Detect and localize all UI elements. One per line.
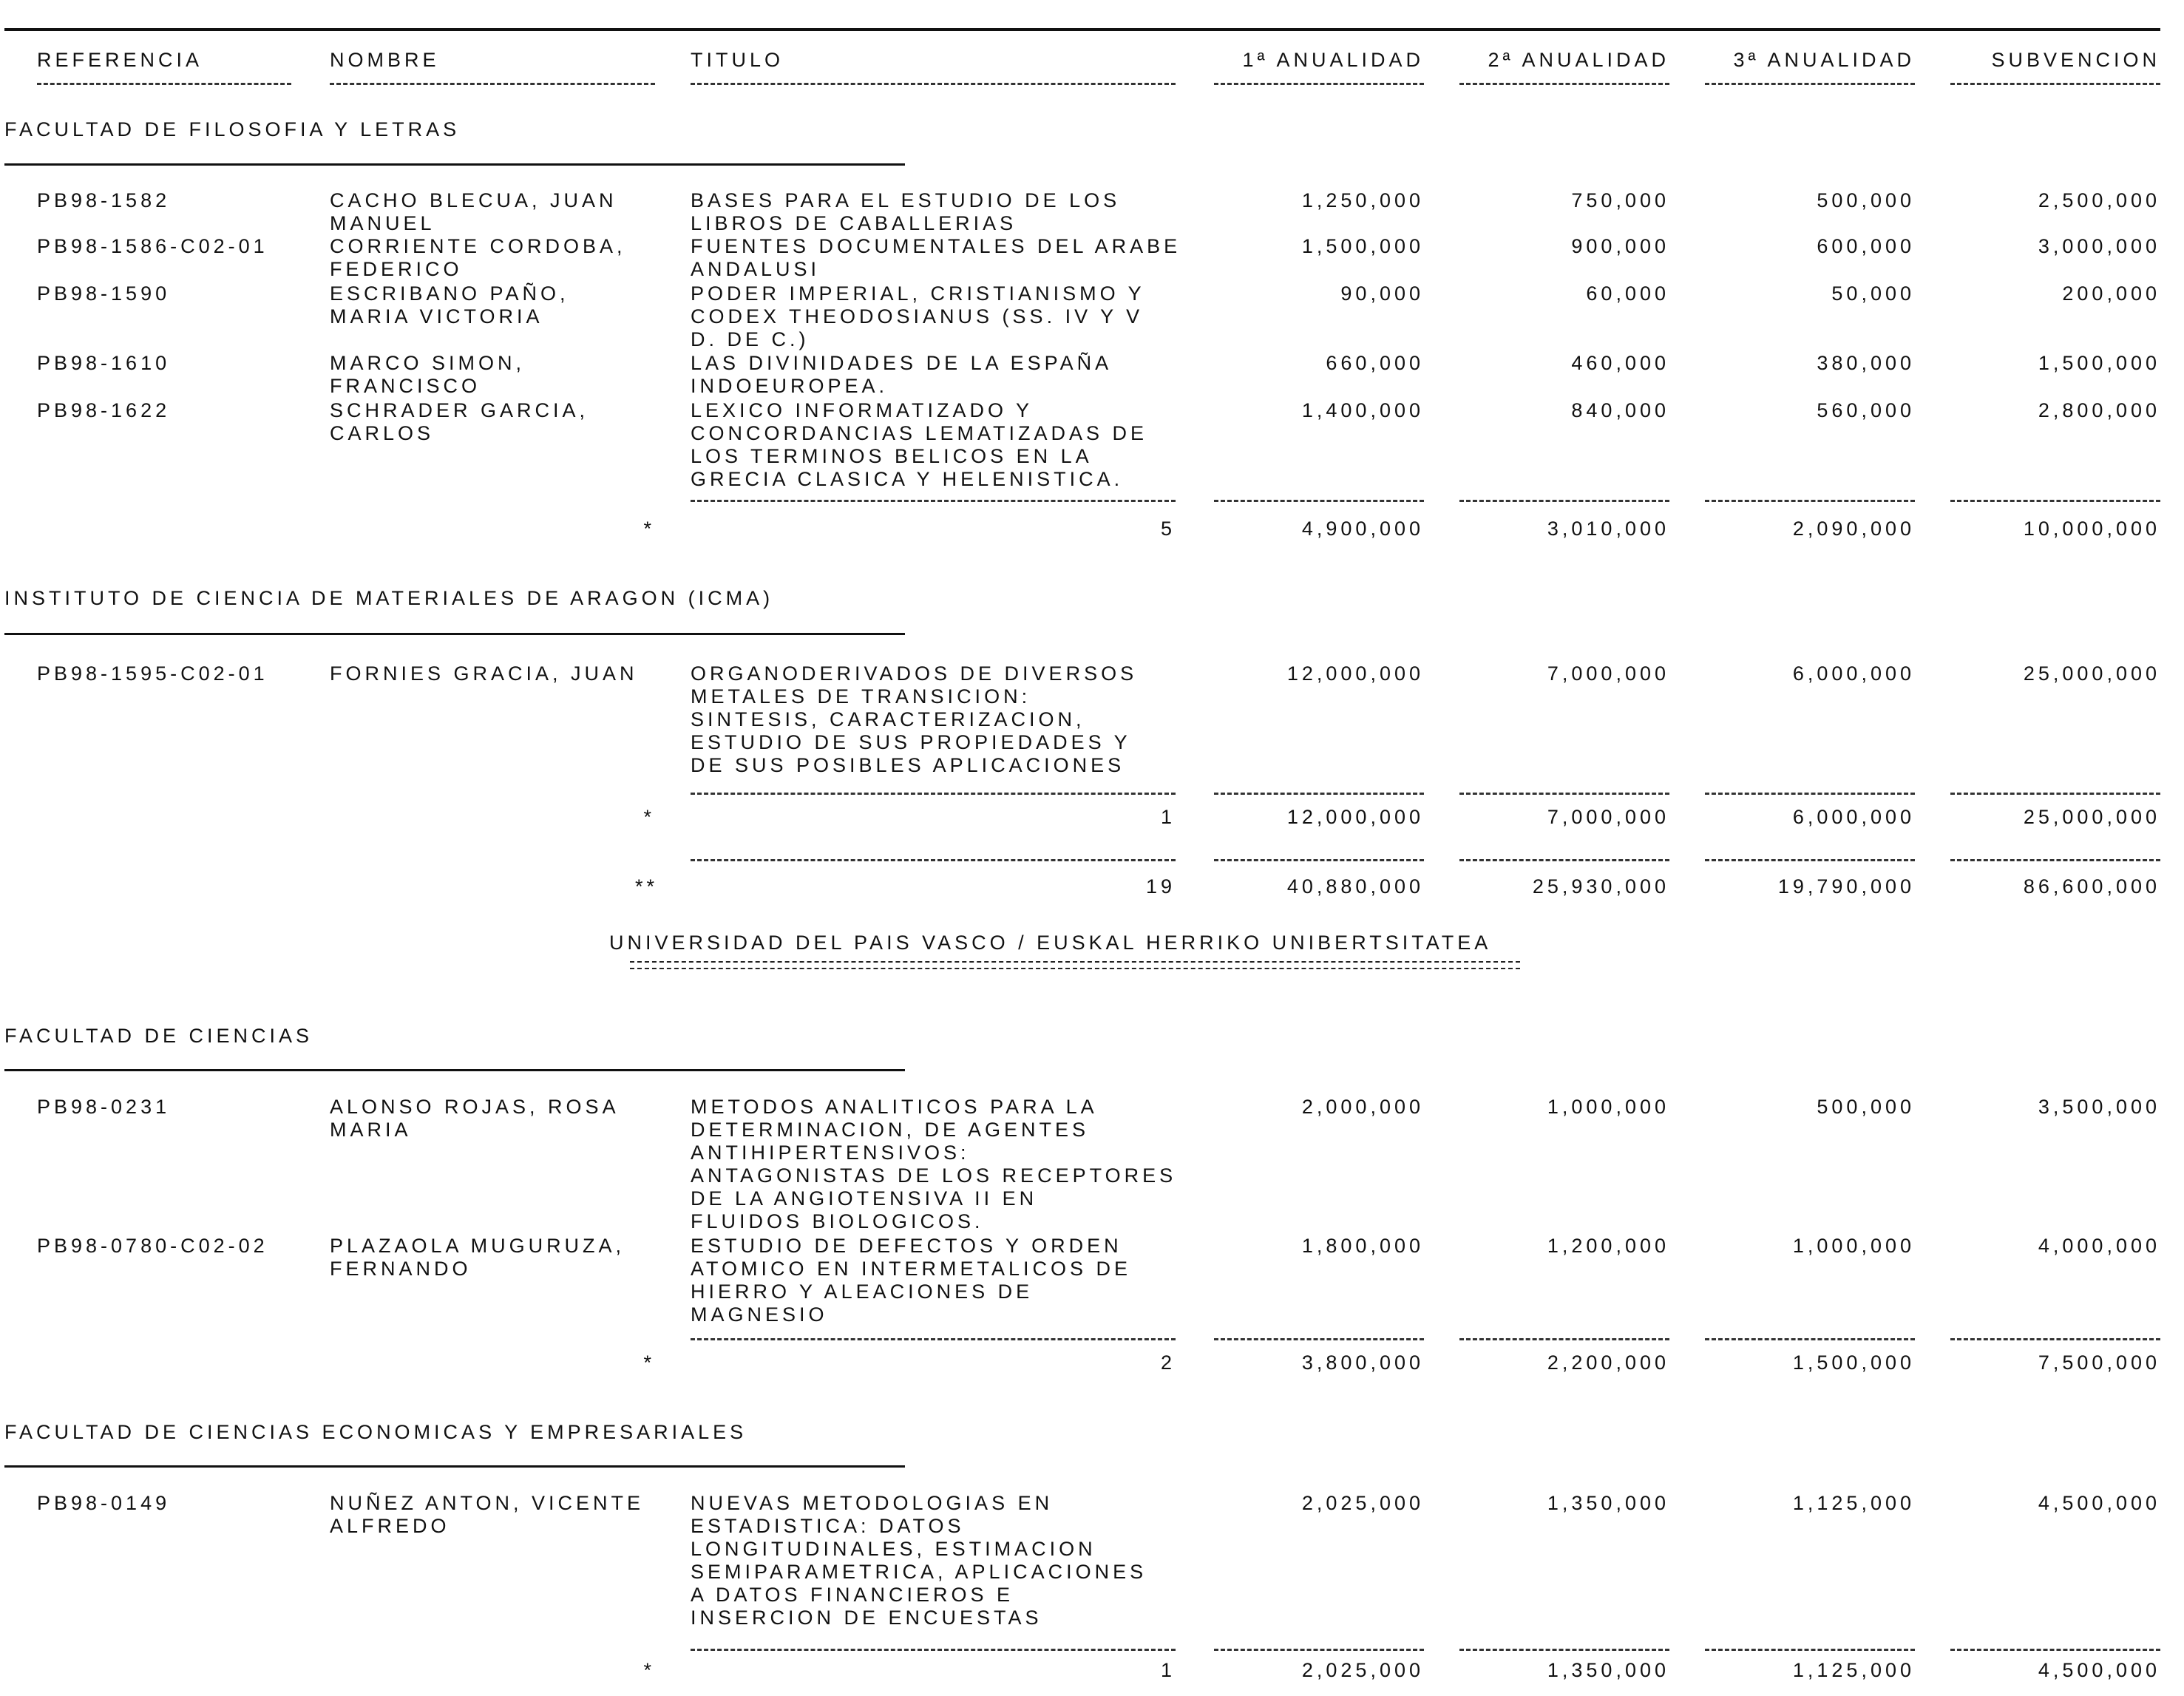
nombre-cell: FORNIES GRACIA, JUAN xyxy=(330,662,638,685)
subtotal-rule xyxy=(1214,1338,1424,1340)
header-underline xyxy=(1214,83,1424,85)
anualidad-2-cell: 840,000 xyxy=(1571,399,1669,421)
grand-total-rule xyxy=(1214,859,1424,861)
nombre-cell: CORRIENTE CORDOBA, FEDERICO xyxy=(330,235,626,280)
ref-cell: PB98-1622 xyxy=(37,399,171,421)
grand-total-mark: ** xyxy=(634,875,658,898)
subtotal-subvencion: 7,500,000 xyxy=(2038,1351,2160,1374)
anualidad-3-cell: 600,000 xyxy=(1817,235,1915,257)
subtotal-rule xyxy=(691,500,1176,502)
titulo-cell: LEXICO INFORMATIZADO Y CONCORDANCIAS LEMATIZADAS DE LOS TERMINOS BELICOS EN LA GRECIA CLASICA Y HELENISTICA. xyxy=(691,399,1148,490)
subtotal-count: 1 xyxy=(1160,806,1176,828)
university-double-rule xyxy=(630,961,1520,969)
header-referencia: REFERENCIA xyxy=(37,49,203,71)
header-anualidad-3: 3ª ANUALIDAD xyxy=(1733,49,1915,71)
grand-total-rule xyxy=(1950,859,2160,861)
anualidad-3-cell: 500,000 xyxy=(1817,189,1915,211)
section-title: INSTITUTO DE CIENCIA DE MATERIALES DE ARAGON (ICMA) xyxy=(4,587,774,609)
subtotal-rule xyxy=(691,1649,1176,1651)
anualidad-1-cell: 90,000 xyxy=(1340,282,1424,305)
section-title: FACULTAD DE CIENCIAS ECONOMICAS Y EMPRESARIALES xyxy=(4,1421,747,1443)
section-rule xyxy=(4,1465,905,1468)
anualidad-2-cell: 60,000 xyxy=(1586,282,1669,305)
anualidad-1-cell: 12,000,000 xyxy=(1286,662,1424,685)
header-titulo: TITULO xyxy=(691,49,784,71)
header-nombre: NOMBRE xyxy=(330,49,440,71)
subtotal-rule xyxy=(1459,1338,1669,1340)
anualidad-3-cell: 1,000,000 xyxy=(1792,1235,1915,1257)
subtotal-anualidad-3: 6,000,000 xyxy=(1792,806,1915,828)
header-underline xyxy=(1705,83,1915,85)
subtotal-anualidad-3: 2,090,000 xyxy=(1792,518,1915,540)
header-anualidad-1: 1ª ANUALIDAD xyxy=(1242,49,1424,71)
anualidad-2-cell: 1,200,000 xyxy=(1547,1235,1669,1257)
section-rule xyxy=(4,163,905,166)
subvencion-cell: 3,000,000 xyxy=(2038,235,2160,257)
subtotal-anualidad-1: 12,000,000 xyxy=(1286,806,1424,828)
ref-cell: PB98-1586-C02-01 xyxy=(37,235,268,257)
anualidad-3-cell: 560,000 xyxy=(1817,399,1915,421)
grand-total-anualidad-1: 40,880,000 xyxy=(1286,875,1424,898)
subtotal-mark: * xyxy=(643,1351,655,1374)
subvencion-cell: 200,000 xyxy=(2062,282,2160,305)
grand-total-rule xyxy=(1459,859,1669,861)
subtotal-rule xyxy=(1214,1649,1424,1651)
anualidad-1-cell: 1,400,000 xyxy=(1301,399,1424,421)
subtotal-anualidad-3: 1,125,000 xyxy=(1792,1659,1915,1681)
anualidad-1-cell: 1,500,000 xyxy=(1301,235,1424,257)
header-underline xyxy=(1950,83,2160,85)
subtotal-anualidad-3: 1,500,000 xyxy=(1792,1351,1915,1374)
subtotal-anualidad-2: 2,200,000 xyxy=(1547,1351,1669,1374)
ref-cell: PB98-1595-C02-01 xyxy=(37,662,268,685)
subvencion-cell: 25,000,000 xyxy=(2023,662,2160,685)
subtotal-mark: * xyxy=(643,518,655,540)
subtotal-rule xyxy=(1705,1338,1915,1340)
grand-total-rule xyxy=(1705,859,1915,861)
subvencion-cell: 4,500,000 xyxy=(2038,1492,2160,1514)
section-rule xyxy=(4,633,905,635)
header-underline xyxy=(1459,83,1669,85)
subvencion-cell: 3,500,000 xyxy=(2038,1096,2160,1118)
subtotal-mark: * xyxy=(643,1659,655,1681)
ref-cell: PB98-1610 xyxy=(37,352,171,374)
titulo-cell: METODOS ANALITICOS PARA LA DETERMINACION, DE AGENTES ANTIHIPERTENSIVOS: ANTAGONISTAS DE LOS RECEPTORES DE LA ANGIOTENSIVA II EN FLUIDOS BIOLOGICOS. xyxy=(691,1096,1177,1232)
nombre-cell: MARCO SIMON, FRANCISCO xyxy=(330,352,526,397)
titulo-cell: ESTUDIO DE DEFECTOS Y ORDEN ATOMICO EN INTERMETALICOS DE HIERRO Y ALEACIONES DE MAGNESIO xyxy=(691,1235,1132,1326)
header-underline xyxy=(37,83,291,85)
subtotal-anualidad-1: 4,900,000 xyxy=(1301,518,1424,540)
subtotal-rule xyxy=(1214,500,1424,502)
header-underline xyxy=(691,83,1176,85)
subtotal-subvencion: 25,000,000 xyxy=(2023,806,2160,828)
nombre-cell: CACHO BLECUA, JUAN MANUEL xyxy=(330,189,617,234)
subtotal-rule xyxy=(1950,1649,2160,1651)
nombre-cell: NUÑEZ ANTON, VICENTE ALFREDO xyxy=(330,1492,645,1537)
anualidad-1-cell: 1,250,000 xyxy=(1301,189,1424,211)
ref-cell: PB98-1590 xyxy=(37,282,171,305)
anualidad-3-cell: 380,000 xyxy=(1817,352,1915,374)
subtotal-rule xyxy=(691,793,1176,795)
anualidad-3-cell: 6,000,000 xyxy=(1792,662,1915,685)
titulo-cell: NUEVAS METODOLOGIAS EN ESTADISTICA: DATOS LONGITUDINALES, ESTIMACION SEMIPARAMETRICA, APLICACIONES A DATOS FINANCIEROS E INSERCION DE ENCUESTAS xyxy=(691,1492,1147,1629)
anualidad-1-cell: 2,000,000 xyxy=(1301,1096,1424,1118)
nombre-cell: PLAZAOLA MUGURUZA, FERNANDO xyxy=(330,1235,625,1280)
grand-total-subvencion: 86,600,000 xyxy=(2023,875,2160,898)
subtotal-subvencion: 4,500,000 xyxy=(2038,1659,2160,1681)
header-subvencion: SUBVENCION xyxy=(1991,49,2160,71)
anualidad-2-cell: 900,000 xyxy=(1571,235,1669,257)
ref-cell: PB98-0231 xyxy=(37,1096,171,1118)
subtotal-rule xyxy=(1459,1649,1669,1651)
subtotal-anualidad-1: 2,025,000 xyxy=(1301,1659,1424,1681)
university-title: UNIVERSIDAD DEL PAIS VASCO / EUSKAL HERRIKO UNIBERTSITATEA xyxy=(609,932,1492,954)
top-rule xyxy=(4,28,2160,31)
section-title: FACULTAD DE FILOSOFIA Y LETRAS xyxy=(4,118,461,140)
anualidad-2-cell: 1,000,000 xyxy=(1547,1096,1669,1118)
subtotal-count: 5 xyxy=(1160,518,1176,540)
subtotal-rule xyxy=(1705,1649,1915,1651)
titulo-cell: PODER IMPERIAL, CRISTIANISMO Y CODEX THEODOSIANUS (SS. IV Y V D. DE C.) xyxy=(691,282,1145,350)
anualidad-2-cell: 750,000 xyxy=(1571,189,1669,211)
subtotal-rule xyxy=(1459,500,1669,502)
header-anualidad-2: 2ª ANUALIDAD xyxy=(1488,49,1669,71)
anualidad-2-cell: 7,000,000 xyxy=(1547,662,1669,685)
anualidad-1-cell: 1,800,000 xyxy=(1301,1235,1424,1257)
section-rule xyxy=(4,1069,905,1071)
nombre-cell: ESCRIBANO PAÑO, MARIA VICTORIA xyxy=(330,282,569,328)
ref-cell: PB98-1582 xyxy=(37,189,171,211)
anualidad-3-cell: 500,000 xyxy=(1817,1096,1915,1118)
anualidad-1-cell: 660,000 xyxy=(1326,352,1424,374)
subtotal-anualidad-2: 1,350,000 xyxy=(1547,1659,1669,1681)
subtotal-rule xyxy=(1950,793,2160,795)
titulo-cell: FUENTES DOCUMENTALES DEL ARABE ANDALUSI xyxy=(691,235,1181,280)
titulo-cell: LAS DIVINIDADES DE LA ESPAÑA INDOEUROPEA. xyxy=(691,352,1113,397)
anualidad-2-cell: 1,350,000 xyxy=(1547,1492,1669,1514)
subvencion-cell: 2,500,000 xyxy=(2038,189,2160,211)
subvencion-cell: 4,000,000 xyxy=(2038,1235,2160,1257)
subtotal-rule xyxy=(1705,500,1915,502)
subtotal-rule xyxy=(1705,793,1915,795)
titulo-cell: ORGANODERIVADOS DE DIVERSOS METALES DE TRANSICION: SINTESIS, CARACTERIZACION, ESTUDIO DE SUS PROPIEDADES Y DE SUS POSIBLES APLICACIONES xyxy=(691,662,1138,776)
subvencion-cell: 1,500,000 xyxy=(2038,352,2160,374)
subtotal-rule xyxy=(1214,793,1424,795)
subtotal-subvencion: 10,000,000 xyxy=(2023,518,2160,540)
titulo-cell: BASES PARA EL ESTUDIO DE LOS LIBROS DE CABALLERIAS xyxy=(691,189,1121,234)
subtotal-count: 1 xyxy=(1160,1659,1176,1681)
anualidad-1-cell: 2,025,000 xyxy=(1301,1492,1424,1514)
subtotal-rule xyxy=(691,1338,1176,1340)
grand-total-anualidad-3: 19,790,000 xyxy=(1777,875,1915,898)
anualidad-3-cell: 50,000 xyxy=(1831,282,1915,305)
grand-total-anualidad-2: 25,930,000 xyxy=(1532,875,1669,898)
grand-total-rule xyxy=(691,859,1176,861)
ref-cell: PB98-0149 xyxy=(37,1492,171,1514)
anualidad-2-cell: 460,000 xyxy=(1571,352,1669,374)
subtotal-anualidad-2: 3,010,000 xyxy=(1547,518,1669,540)
grand-total-count: 19 xyxy=(1145,875,1176,898)
subtotal-mark: * xyxy=(643,806,655,828)
subtotal-rule xyxy=(1950,1338,2160,1340)
subtotal-anualidad-2: 7,000,000 xyxy=(1547,806,1669,828)
nombre-cell: ALONSO ROJAS, ROSA MARIA xyxy=(330,1096,620,1141)
subvencion-cell: 2,800,000 xyxy=(2038,399,2160,421)
subtotal-rule xyxy=(1459,793,1669,795)
section-title: FACULTAD DE CIENCIAS xyxy=(4,1025,313,1047)
anualidad-3-cell: 1,125,000 xyxy=(1792,1492,1915,1514)
subtotal-anualidad-1: 3,800,000 xyxy=(1301,1351,1424,1374)
ref-cell: PB98-0780-C02-02 xyxy=(37,1235,268,1257)
subtotal-rule xyxy=(1950,500,2160,502)
header-underline xyxy=(330,83,655,85)
nombre-cell: SCHRADER GARCIA, CARLOS xyxy=(330,399,589,444)
subtotal-count: 2 xyxy=(1160,1351,1176,1374)
